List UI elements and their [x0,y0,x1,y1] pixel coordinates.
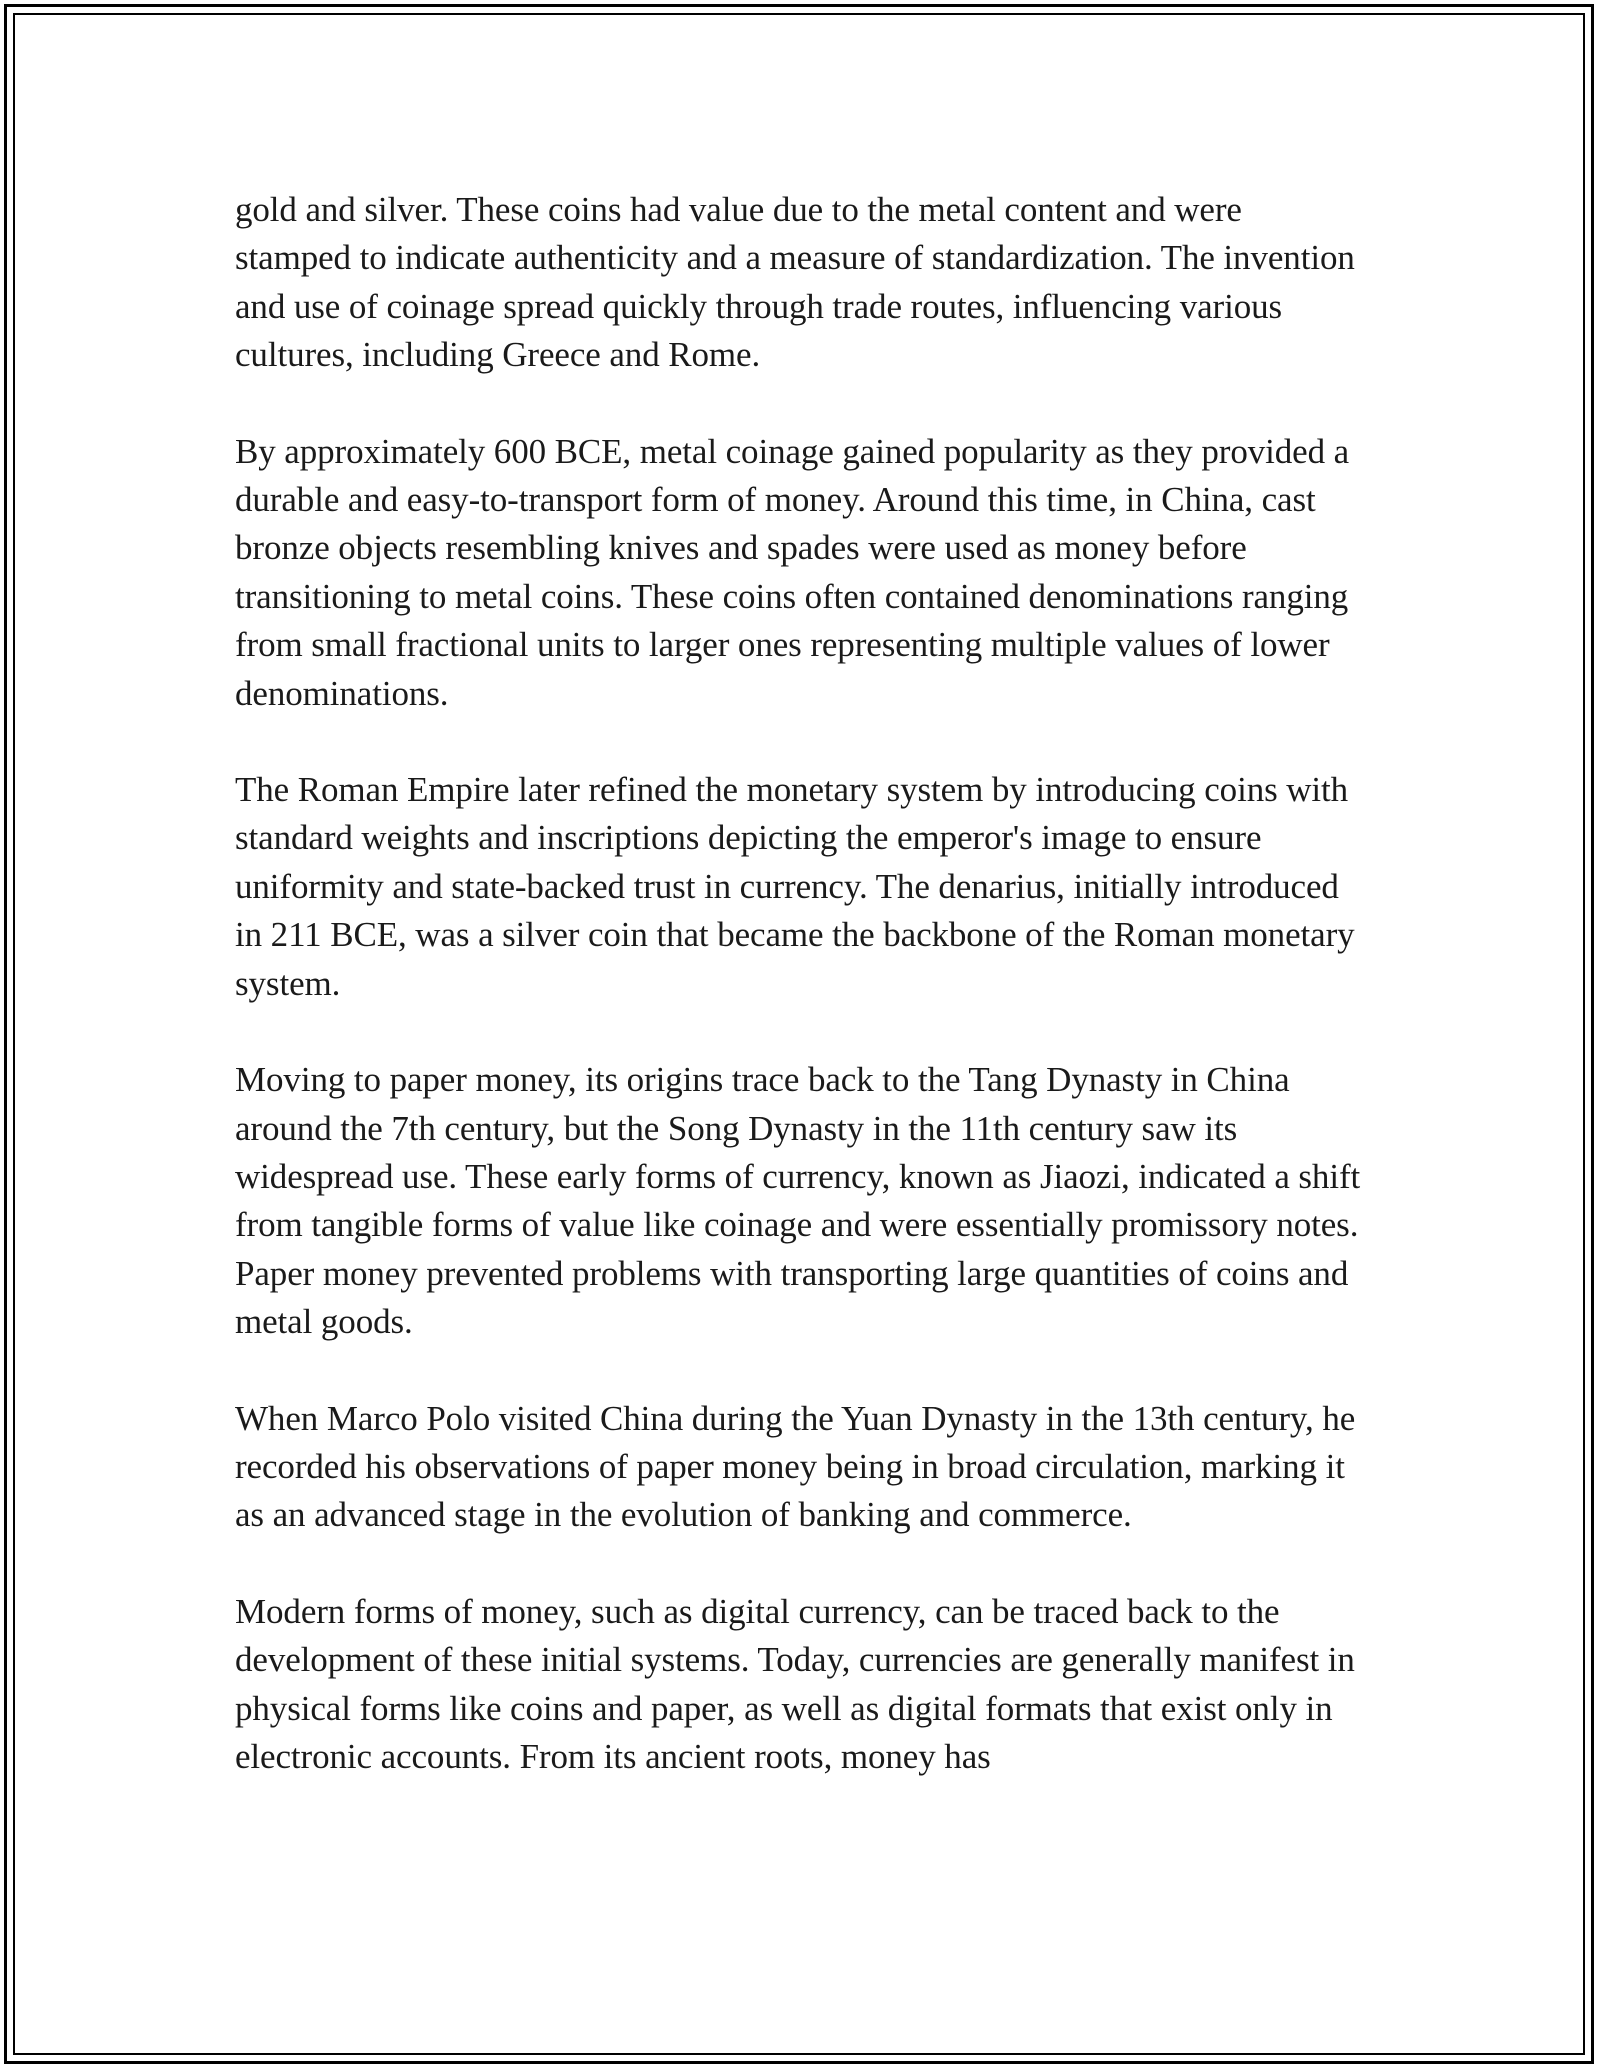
document-body [235,186,1365,1781]
paragraph-roman-monetary-system: The Roman Empire later refined the monetary system by introducing coins with standard weights and inscriptions depicting the emperor's image to ensure uniformity and state-backed trust in currency. The denarius, initially introduced in 211 BCE, was a silver coin that became the backbone of the Roman monetary system. [235,770,1355,1003]
paragraph-modern-money: Modern forms of money, such as digital currency, can be traced back to the development of these initial systems. Today, currencies are generally manifest in physical forms like coins and paper, as well as digital formats that exist only in electronic accounts. From its ancient roots, money has [235,1591,1355,1776]
paragraph-paper-money-origins: Moving to paper money, its origins trace back to the Tang Dynasty in China around the 7th century, but the Song Dynasty in the 11th century saw its widespread use. These early forms of currency, known as Jiaozi, indicated a shift from tangible forms of value like coinage and were essentially promissory notes. Paper money prevented problems with transporting large quantities of coins and metal goods. [235,1060,1361,1342]
paragraph-marco-polo: When Marco Polo visited China during the Yuan Dynasty in the 13th century, he recorded his observations of paper money being in broad circulation, marking it as an advanced stage in the evolution of banking and commerce. [235,1398,1356,1535]
paragraph-metal-coinage-china: By approximately 600 BCE, metal coinage gained popularity as they provided a durable and easy-to-transport form of money. Around this time, in China, cast bronze objects resembling knives and spades were used as money before transitioning to metal coins. These coins often contained denominations ranging from small fractional units to larger ones representing multiple values of lower denominations. [235,431,1350,713]
paragraph-coinage-origins: gold and silver. These coins had value due to the metal content and were stamped to indicate authenticity and a measure of standardization. The invention and use of coinage spread quickly through trade routes, influencing various cultures, including Greece and Rome. [235,190,1355,375]
